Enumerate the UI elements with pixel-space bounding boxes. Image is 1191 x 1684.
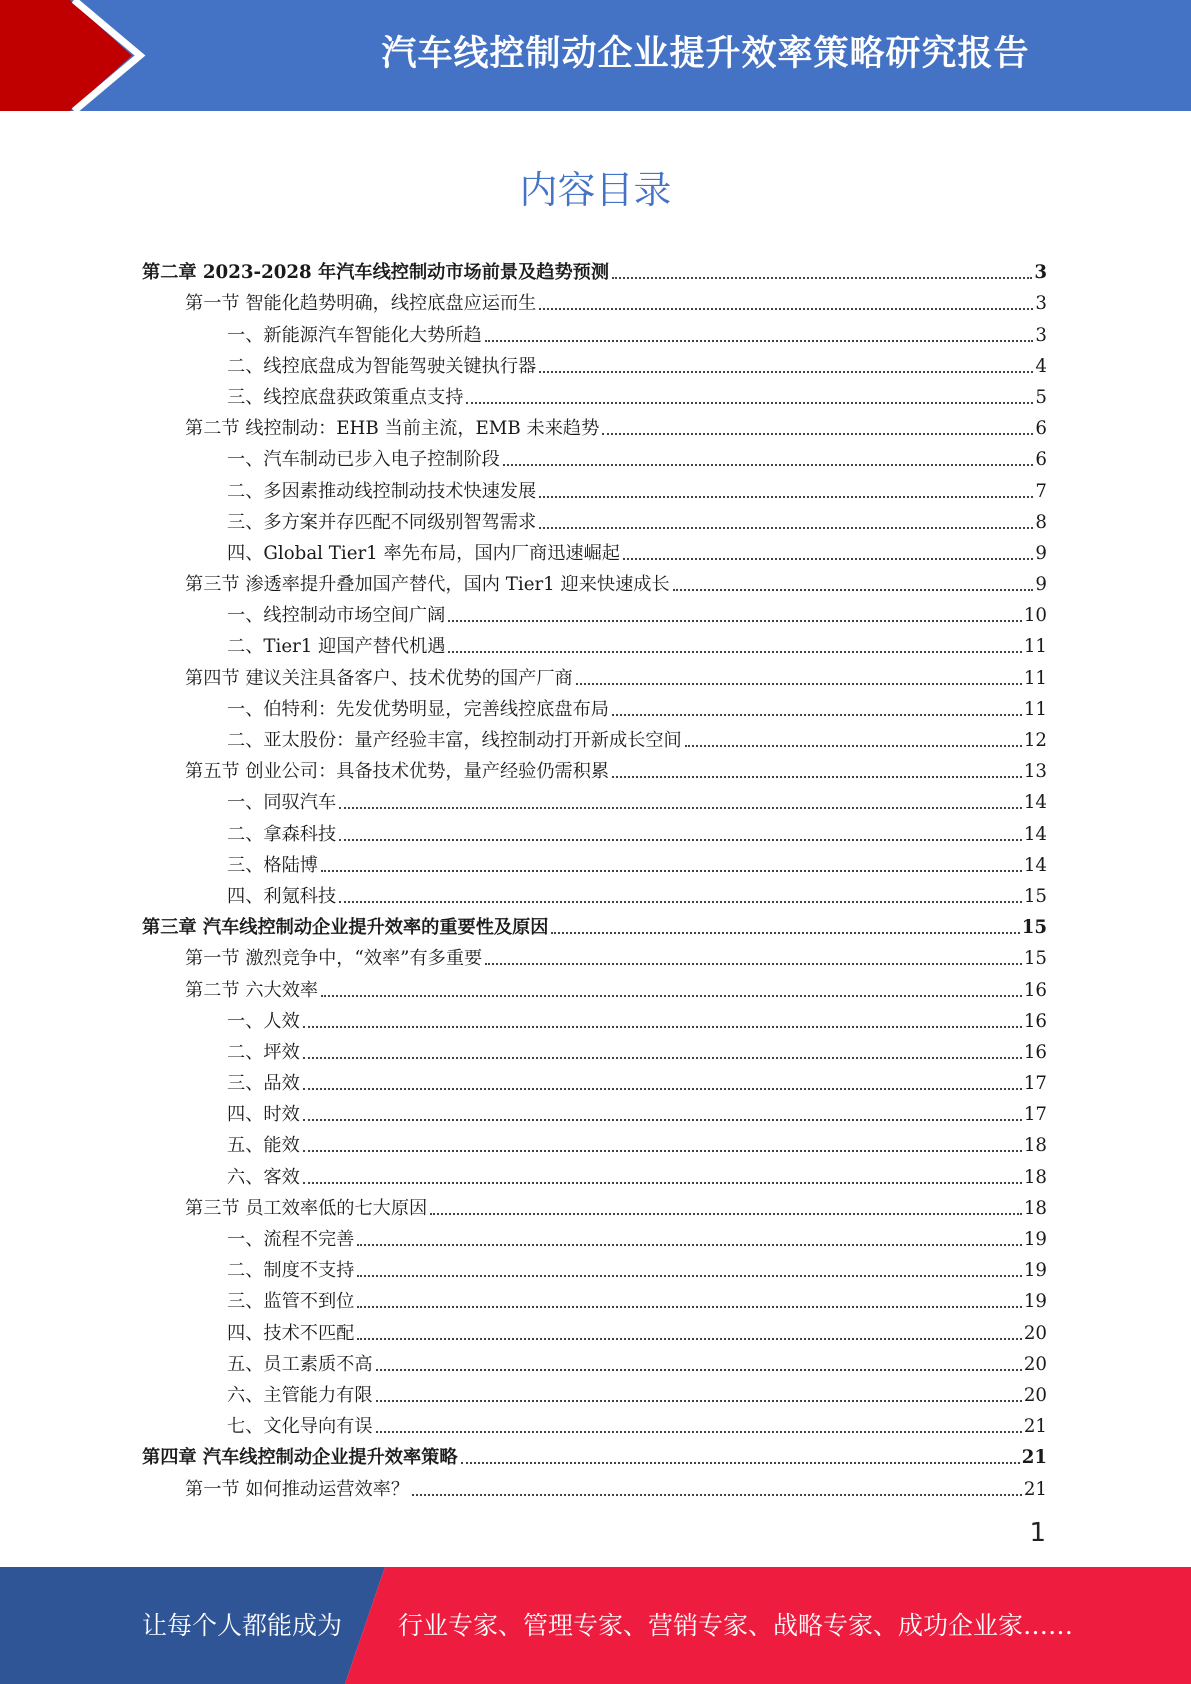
toc-entry-page: 21 <box>1023 1416 1047 1438</box>
toc-entry-page: 16 <box>1023 1041 1047 1063</box>
toc-leader-dots <box>357 1274 1022 1277</box>
toc-entry-label: 二、制度不支持 <box>227 1260 355 1282</box>
toc-subsection-entry[interactable] <box>142 877 1047 908</box>
toc-entry-page: 3 <box>1034 262 1047 284</box>
toc-entry-page: 11 <box>1023 636 1047 658</box>
document-title: 汽车线控制动企业提升效率策略研究报告 <box>381 34 1030 74</box>
toc-entry-page: 18 <box>1023 1135 1047 1157</box>
toc-entry-label: 七、文化导向有误 <box>227 1416 373 1438</box>
toc-entry-page: 16 <box>1023 1010 1047 1032</box>
toc-entry-label: 四、技术不匹配 <box>227 1322 355 1344</box>
toc-entry-page: 14 <box>1023 823 1047 845</box>
toc-entry-page: 8 <box>1035 511 1047 533</box>
toc-subsection-entry[interactable] <box>142 503 1047 534</box>
toc-subsection-entry[interactable] <box>142 471 1047 502</box>
toc-leader-dots <box>485 339 1034 342</box>
toc-leader-dots <box>339 838 1022 841</box>
toc-entry-page: 17 <box>1023 1073 1047 1095</box>
toc-entry-page: 20 <box>1023 1322 1047 1344</box>
toc-entry-page: 20 <box>1023 1384 1047 1406</box>
toc-entry-label: 第三节 渗透率提升叠加国产替代，国内 Tier1 迎来快速成长 <box>185 574 670 596</box>
toc-subsection-entry[interactable] <box>142 1251 1047 1282</box>
toc-entry-page: 18 <box>1023 1166 1047 1188</box>
toc-heading: 内容目录 <box>519 168 672 212</box>
toc-entry-label: 三、监管不到位 <box>227 1291 355 1313</box>
toc-leader-dots <box>376 1430 1022 1433</box>
toc-leader-dots <box>376 1368 1022 1371</box>
toc-section-entry[interactable] <box>142 658 1047 689</box>
toc-entry-label: 三、线控底盘获政策重点支持 <box>227 386 464 408</box>
toc-subsection-entry[interactable] <box>142 1376 1047 1407</box>
toc-entry-label: 三、品效 <box>227 1073 300 1095</box>
toc-section-entry[interactable] <box>142 970 1047 1001</box>
toc-entry-page: 4 <box>1035 355 1047 377</box>
toc-entry-label: 三、格陆博 <box>227 854 318 876</box>
toc-entry-label: 四、Global Tier1 率先布局，国内厂商迅速崛起 <box>227 542 620 564</box>
toc-subsection-entry[interactable] <box>142 627 1047 658</box>
toc-leader-dots <box>623 557 1033 560</box>
toc-entry-label: 第四节 建议关注具备客户、技术优势的国产厂商 <box>185 667 573 689</box>
toc-entry-page: 18 <box>1023 1197 1047 1219</box>
toc-leader-dots <box>303 1181 1022 1184</box>
toc-leader-dots <box>685 744 1022 747</box>
toc-subsection-entry[interactable] <box>142 783 1047 814</box>
toc-entry-page: 16 <box>1023 979 1047 1001</box>
toc-entry-label: 二、坪效 <box>227 1041 300 1063</box>
toc-leader-dots <box>303 1118 1022 1121</box>
toc-subsection-entry[interactable] <box>142 846 1047 877</box>
toc-entry-page: 11 <box>1023 667 1047 689</box>
toc-entry-page: 3 <box>1035 293 1047 315</box>
toc-entry-label: 六、主管能力有限 <box>227 1384 373 1406</box>
toc-subsection-entry[interactable] <box>142 315 1047 346</box>
toc-leader-dots <box>576 682 1022 685</box>
toc-leader-dots <box>539 307 1033 310</box>
toc-subsection-entry[interactable] <box>142 378 1047 409</box>
toc-subsection-entry[interactable] <box>142 347 1047 378</box>
toc-subsection-entry[interactable] <box>142 1345 1047 1376</box>
toc-entry-label: 第二节 线控制动：EHB 当前主流，EMB 未来趋势 <box>185 418 600 440</box>
toc-leader-dots <box>503 463 1034 466</box>
toc-entry-page: 9 <box>1035 574 1047 596</box>
toc-chapter-entry[interactable] <box>142 1438 1047 1469</box>
toc-entry-label: 二、Tier1 迎国产替代机遇 <box>227 636 446 658</box>
toc-entry-label: 四、时效 <box>227 1104 300 1126</box>
footer-slogan-left: 让每个人都能成为 <box>142 1611 343 1640</box>
toc-subsection-entry[interactable] <box>142 1282 1047 1313</box>
toc-entry-label: 第一节 智能化趋势明确，线控底盘应运而生 <box>185 293 537 315</box>
toc-leader-dots <box>430 1212 1022 1215</box>
toc-entry-label: 五、能效 <box>227 1135 300 1157</box>
toc-subsection-entry[interactable] <box>142 1220 1047 1251</box>
footer-banner <box>0 1567 1191 1684</box>
toc-leader-dots <box>321 869 1022 872</box>
toc-leader-dots <box>612 276 1032 279</box>
toc-section-entry[interactable] <box>142 939 1047 970</box>
toc-leader-dots <box>339 806 1022 809</box>
toc-entry-page: 6 <box>1035 418 1047 440</box>
toc-entry-page: 5 <box>1035 386 1047 408</box>
toc-leader-dots <box>303 1025 1022 1028</box>
toc-subsection-entry[interactable] <box>142 596 1047 627</box>
header-bar <box>0 0 1191 111</box>
toc-subsection-entry[interactable] <box>142 1095 1047 1126</box>
toc-entry-label: 一、汽车制动已步入电子控制阶段 <box>227 449 500 471</box>
toc-entry-label: 第二节 六大效率 <box>185 979 319 1001</box>
toc-subsection-entry[interactable] <box>142 814 1047 845</box>
toc-subsection-entry[interactable] <box>142 1313 1047 1344</box>
toc-entry-page: 11 <box>1023 698 1047 720</box>
toc-subsection-entry[interactable] <box>142 1126 1047 1157</box>
toc-entry-page: 17 <box>1023 1104 1047 1126</box>
toc-entry-page: 19 <box>1023 1291 1047 1313</box>
toc-leader-dots <box>412 1493 1022 1496</box>
toc-subsection-entry[interactable] <box>142 1064 1047 1095</box>
toc-leader-dots <box>461 1461 1020 1464</box>
toc-entry-label: 第三章 汽车线控制动企业提升效率的重要性及原因 <box>142 917 549 939</box>
toc-entry-label: 二、亚太股份：量产经验丰富，线控制动打开新成长空间 <box>227 730 682 751</box>
toc-entry-page: 10 <box>1023 605 1047 627</box>
header-arrow-decoration <box>0 0 170 111</box>
toc-entry-label: 一、同驭汽车 <box>227 792 337 814</box>
toc-entry-page: 14 <box>1023 854 1047 876</box>
toc-entry-page: 21 <box>1021 1447 1047 1469</box>
toc-subsection-entry[interactable] <box>142 1407 1047 1438</box>
toc-entry-label: 第一节 如何推动运营效率？ <box>185 1478 410 1500</box>
toc-section-entry[interactable] <box>142 565 1047 596</box>
toc-entry-page: 15 <box>1023 885 1047 907</box>
toc-section-entry[interactable] <box>142 284 1047 315</box>
toc-section-entry[interactable] <box>142 1469 1047 1500</box>
toc-entry-page: 3 <box>1035 324 1047 346</box>
toc-leader-dots <box>321 994 1022 997</box>
toc-entry-page: 7 <box>1035 480 1047 502</box>
toc-entry-page: 6 <box>1035 449 1047 471</box>
toc-entry-label: 二、拿森科技 <box>227 823 337 845</box>
toc-entry-label: 六、客效 <box>227 1166 300 1188</box>
toc-entry-label: 五、员工素质不高 <box>227 1353 373 1375</box>
toc-chapter-entry[interactable] <box>142 908 1047 939</box>
toc-leader-dots <box>303 1087 1022 1090</box>
toc-leader-dots <box>466 401 1033 404</box>
toc-entry-label: 第四章 汽车线控制动企业提升效率策略 <box>142 1447 458 1469</box>
toc-entry-label: 一、人效 <box>227 1010 300 1032</box>
toc-leader-dots <box>448 650 1021 653</box>
toc-entry-label: 一、线控制动市场空间广阔 <box>227 605 446 627</box>
toc-subsection-entry[interactable] <box>142 1002 1047 1033</box>
toc-leader-dots <box>339 900 1022 903</box>
toc-entry-label: 一、新能源汽车智能化大势所趋 <box>227 324 482 346</box>
toc-entry-page: 15 <box>1021 917 1047 939</box>
toc-subsection-entry[interactable] <box>142 1157 1047 1188</box>
toc-subsection-entry[interactable] <box>142 440 1047 471</box>
toc-leader-dots <box>376 1399 1022 1402</box>
toc-section-entry[interactable] <box>142 752 1047 783</box>
toc-entry-label: 第五节 创业公司：具备技术优势，量产经验仍需积累 <box>185 761 610 783</box>
toc-entry-page: 15 <box>1023 948 1047 970</box>
toc-section-entry[interactable] <box>142 1189 1047 1220</box>
toc-entry-label: 二、线控底盘成为智能驾驶关键执行器 <box>227 355 537 377</box>
toc-entry-page: 20 <box>1023 1353 1047 1375</box>
toc-entry-page: 9 <box>1035 542 1047 564</box>
toc-leader-dots <box>602 432 1033 435</box>
toc-leader-dots <box>303 1149 1022 1152</box>
toc-entry-label: 三、多方案并存匹配不同级别智驾需求 <box>227 511 537 533</box>
toc-leader-dots <box>303 1056 1022 1059</box>
toc-entry-page: 14 <box>1023 792 1047 814</box>
toc-leader-dots <box>612 713 1022 716</box>
toc-leader-dots <box>539 370 1033 373</box>
toc-leader-dots <box>357 1337 1022 1340</box>
toc-entry-page: 21 <box>1023 1478 1047 1500</box>
toc-entry-label: 第三节 员工效率低的七大原因 <box>185 1197 428 1219</box>
toc-subsection-entry[interactable] <box>142 690 1047 721</box>
toc-leader-dots <box>448 619 1022 622</box>
toc-chapter-entry[interactable] <box>142 253 1047 284</box>
toc-entry-label: 第一节 激烈竞争中，“效率”有多重要 <box>185 948 483 970</box>
toc-entry-page: 19 <box>1023 1260 1047 1282</box>
toc-leader-dots <box>357 1243 1022 1246</box>
toc-entry-label: 二、多因素推动线控制动技术快速发展 <box>227 480 537 502</box>
toc-entry-page: 13 <box>1023 761 1047 783</box>
toc-section-entry[interactable] <box>142 409 1047 440</box>
page-number: 1 <box>1029 1518 1046 1548</box>
toc-leader-dots <box>612 775 1022 778</box>
toc-leader-dots <box>539 495 1033 498</box>
toc-leader-dots <box>673 588 1034 591</box>
toc-leader-dots <box>551 931 1019 934</box>
toc-subsection-entry[interactable] <box>142 721 1047 752</box>
table-of-contents <box>142 253 1047 1501</box>
toc-entry-label: 一、流程不完善 <box>227 1229 355 1250</box>
footer-slogan-right: 行业专家、管理专家、营销专家、战略专家、成功企业家…… <box>398 1611 1074 1640</box>
toc-subsection-entry[interactable] <box>142 534 1047 565</box>
toc-leader-dots <box>485 962 1022 965</box>
toc-leader-dots <box>539 526 1033 529</box>
toc-entry-label: 一、伯特利：先发优势明显，完善线控底盘布局 <box>227 698 609 720</box>
toc-entry-label: 第二章 2023-2028 年汽车线控制动市场前景及趋势预测 <box>142 262 610 284</box>
toc-entry-page: 12 <box>1023 730 1047 751</box>
toc-leader-dots <box>357 1305 1022 1308</box>
toc-subsection-entry[interactable] <box>142 1033 1047 1064</box>
toc-entry-page: 19 <box>1023 1229 1047 1250</box>
toc-entry-label: 四、利氪科技 <box>227 885 337 907</box>
